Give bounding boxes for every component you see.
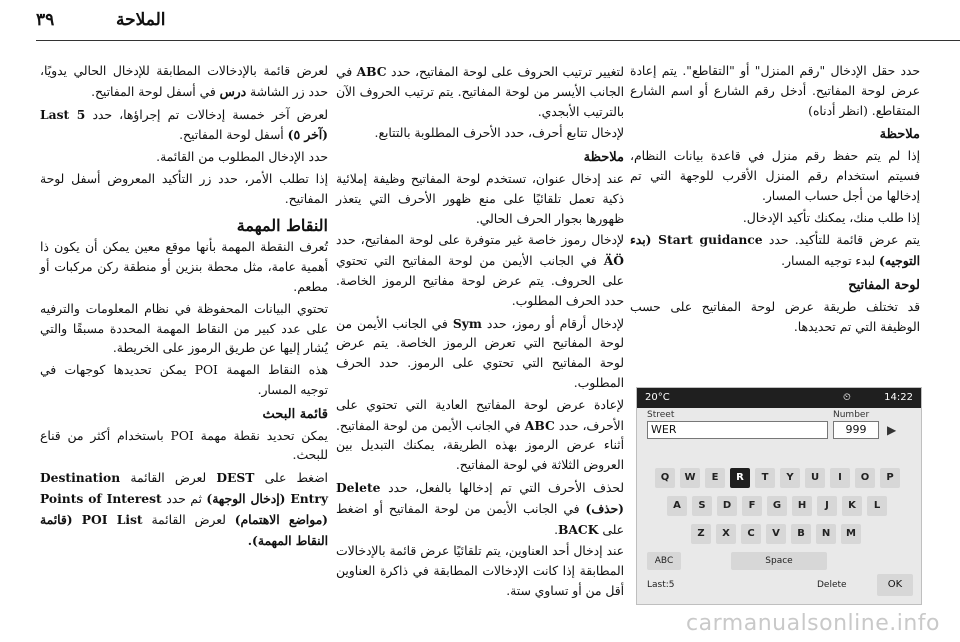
text-run: يتم عرض قائمة للتأكيد. حدد <box>768 233 920 248</box>
menu-label: درس <box>219 83 247 99</box>
space-key: Space <box>731 552 827 570</box>
menu-label: Last 5 (آخر ٥) <box>40 106 328 143</box>
header-rule <box>36 40 960 41</box>
note-text: عند إدخال عنوان، تستخدم لوحة المفاتيح وظيفة إملائية ذكية تعمل تلقائيًا على منع ظهور الأحرف التي يتعذر ظهورها بجوار الحرف الحالي. <box>336 171 624 226</box>
key-z: Z <box>691 524 711 544</box>
text-run: أسفل لوحة المفاتيح. <box>179 128 284 143</box>
text-run: لعرض قائمة بالإدخالات المطابقة للإدخال الحالي يدويًا، حدد زر الشاشة <box>40 64 328 99</box>
paragraph <box>40 427 328 467</box>
key-h: H <box>792 496 812 516</box>
menu-label: Points of Interest (مواضع الاهتمام) <box>40 490 328 527</box>
text-run: لعرض القائمة <box>130 471 207 486</box>
text-run: POI <box>194 363 218 378</box>
street-input: WER <box>647 421 828 439</box>
button-label: DEST <box>216 470 255 486</box>
key-r: R <box>730 468 750 488</box>
menu-label: Start guidance (بدء التوجيه) <box>630 232 920 269</box>
text-run: لبدء توجيه المسار. <box>781 254 876 269</box>
menu-label: ÄÖ <box>603 253 624 269</box>
text-run: في الجانب الأيمن من لوحة المفاتيح أو اضغط على <box>336 501 624 537</box>
key-d: D <box>717 496 737 516</box>
key-x: X <box>716 524 736 544</box>
key-y: Y <box>780 468 800 488</box>
arrow-icon: ▶ <box>887 423 897 437</box>
right-column <box>630 62 920 339</box>
key-o: O <box>855 468 875 488</box>
key-c: C <box>741 524 761 544</box>
paragraph <box>40 468 328 551</box>
note-heading: ملاحظة <box>583 150 624 166</box>
paragraph <box>336 396 624 476</box>
paragraph <box>630 230 920 272</box>
status-bar <box>637 388 921 408</box>
note-heading: ملاحظة <box>879 127 920 143</box>
key-f: F <box>742 496 762 516</box>
paragraph <box>40 105 328 147</box>
temperature: 20°C <box>645 392 670 403</box>
street-label: Street <box>647 410 675 420</box>
paragraph: حدد الإدخال المطلوب من القائمة. <box>156 150 328 165</box>
key-n: N <box>816 524 836 544</box>
paragraph <box>336 62 624 122</box>
paragraph: تُعرف النقطة المهمة بأنها موقع معين يمكن أن يكون ذا أهمية عامة، مثل محطة بنزين أو منطقة ركن مركبات أو مطعم. <box>40 240 328 294</box>
text-run: في الجانب الأيمن من لوحة المفاتيح. أثناء عرض الرموز بهذه الطريقة، يمكنك التبديل بين العروض الثلاثة في لوحة المفاتيح. <box>336 418 624 473</box>
key-l: L <box>867 496 887 516</box>
key-b: B <box>791 524 811 544</box>
page-number: ٣٩ <box>36 10 55 30</box>
text-run: لإعادة عرض لوحة المفاتيح العادية التي تحتوي على الأحرف، حدد <box>336 397 624 433</box>
text-run: لتغيير ترتيب الحروف على لوحة المفاتيح، حدد <box>391 65 624 79</box>
key-s: S <box>692 496 712 516</box>
text-run: لإدخال رموز خاصة غير متوفرة على لوحة المفاتيح، حدد <box>336 233 624 248</box>
key-w: W <box>680 468 700 488</box>
key-j: J <box>817 496 837 516</box>
paragraph <box>336 231 624 311</box>
left-column <box>40 62 328 553</box>
paragraph: عند إدخال أحد العناوين، يتم تلقائيًا عرض قائمة بالإدخالات المطابقة إذا كانت الإدخالات المطابقة في ذاكرة العناوين أقل من أو تساوي ستة. <box>336 544 624 598</box>
paragraph: حدد حقل الإدخال "رقم المنزل" أو "التقاطع". يتم إعادة عرض لوحة المفاتيح. أدخل رقم الشارع أو اسم الشارع المتقاطع. (انظر أدناه) <box>630 64 920 118</box>
paragraph: لإدخال تتابع أحرف، حدد الأحرف المطلوبة بالتتابع. <box>374 126 624 141</box>
poi-heading: النقاط المهمة <box>236 215 328 235</box>
text-run: في الجانب الأيسر من لوحة المفاتيح. يتم ترتيب الحروف الآن بالترتيب الأبجدي. <box>336 65 624 119</box>
page-header <box>0 0 960 40</box>
key-p: P <box>880 468 900 488</box>
text-run: ثم حدد <box>166 491 202 506</box>
text-run: لعرض القائمة <box>151 512 226 527</box>
keyboard-heading: لوحة المفاتيح <box>848 277 920 293</box>
key-q: Q <box>655 468 675 488</box>
paragraph: إذا تطلب الأمر، حدد زر التأكيد المعروض أسفل لوحة المفاتيح. <box>40 171 328 206</box>
ok-button: OK <box>877 574 913 596</box>
watermark: carmanualsonline.info <box>686 611 940 636</box>
number-input: 999 <box>833 421 879 439</box>
key-g: G <box>767 496 787 516</box>
text-run: هذه النقاط المهمة <box>226 363 329 378</box>
clock-icon: ⏲ <box>843 392 851 403</box>
key-t: T <box>755 468 775 488</box>
key-i: I <box>830 468 850 488</box>
text-run: لإدخال أرقام أو رموز، حدد <box>486 316 625 331</box>
paragraph <box>336 314 624 394</box>
number-label: Number <box>833 410 870 420</box>
menu-label: Destination Entry (إدخال الوجهة) <box>40 470 328 506</box>
key-a: A <box>667 496 687 516</box>
delete-button: Delete <box>817 580 847 590</box>
menu-label: Delete (حذف) <box>336 479 624 516</box>
paragraph <box>40 361 328 401</box>
text-run: POI <box>170 428 194 443</box>
key-m: M <box>841 524 861 544</box>
time: 14:22 <box>884 392 913 403</box>
note-text: إذا لم يتم حفظ رقم منزل في قاعدة بيانات النظام، فسيتم استخدام رقم المنزل الأقرب للوجهة التي تم إدخالها من أجل حساب المسار. <box>630 149 920 203</box>
menu-label: ABC <box>356 64 387 79</box>
menu-label: POI List (قائمة النقاط المهمة). <box>40 511 328 548</box>
text-run: يمكن تحديدها كوجهات في توجيه المسار. <box>40 363 328 397</box>
text-run: باستخدام أكثر من قناع للبحث. <box>40 428 328 463</box>
text-run: في أسفل لوحة المفاتيح. <box>91 84 216 99</box>
key-v: V <box>766 524 786 544</box>
text-run: في الجانب الأيمن من لوحة المفاتيح التي تحتوي على الحروف. يتم عرض لوحة مفاتيح الرموز الخاصة. حدد الحرف المطلوب. <box>336 254 624 308</box>
middle-column <box>336 62 624 604</box>
paragraph <box>40 62 328 103</box>
search-heading: قائمة البحث <box>262 406 328 422</box>
paragraph: تحتوي البيانات المحفوظة في نظام المعلومات والترفيه على عدد كبير من النقاط المهمة المحددة مسبقًا والتي يُشار إليها عن طريق الرموز على الخريطة. <box>40 301 328 356</box>
key-e: E <box>705 468 725 488</box>
text-run: يمكن تحديد نقطة مهمة <box>200 428 328 443</box>
keyboard-screen-figure <box>636 387 922 605</box>
abc-key: ABC <box>647 552 681 570</box>
text-run: في الجانب الأيمن من لوحة المفاتيح التي تعرض الرموز الخاصة. يتم عرض لوحة المفاتيح التي تحتوي على الرموز. حدد الحرف المطلوب. <box>336 316 624 390</box>
button-label: BACK <box>557 521 599 537</box>
text-run: لعرض آخر خمسة إدخالات تم إجراؤها، حدد <box>92 107 328 122</box>
last-list-button: Last:5 <box>647 580 675 590</box>
text-run: لحذف الأحرف التي تم إدخالها بالفعل، حدد <box>388 480 624 495</box>
paragraph: لحذف الأحرف التي تم إدخالها بالفعل، حدد Delete (حذف) في الجانب الأيمن من لوحة المفاتيح أو اضغط على BACK. <box>336 479 624 537</box>
menu-label: Sym <box>452 315 482 331</box>
section-title: الملاحة <box>116 10 166 30</box>
paragraph: إذا طلب منك، يمكنك تأكيد الإدخال. <box>742 210 920 225</box>
text-run: اضغط على <box>264 471 328 486</box>
key-k: K <box>842 496 862 516</box>
paragraph: قد تختلف طريقة عرض لوحة المفاتيح على حسب الوظيفة التي تم تحديدها. <box>630 299 920 334</box>
menu-label: ABC <box>524 417 555 433</box>
key-u: U <box>805 468 825 488</box>
